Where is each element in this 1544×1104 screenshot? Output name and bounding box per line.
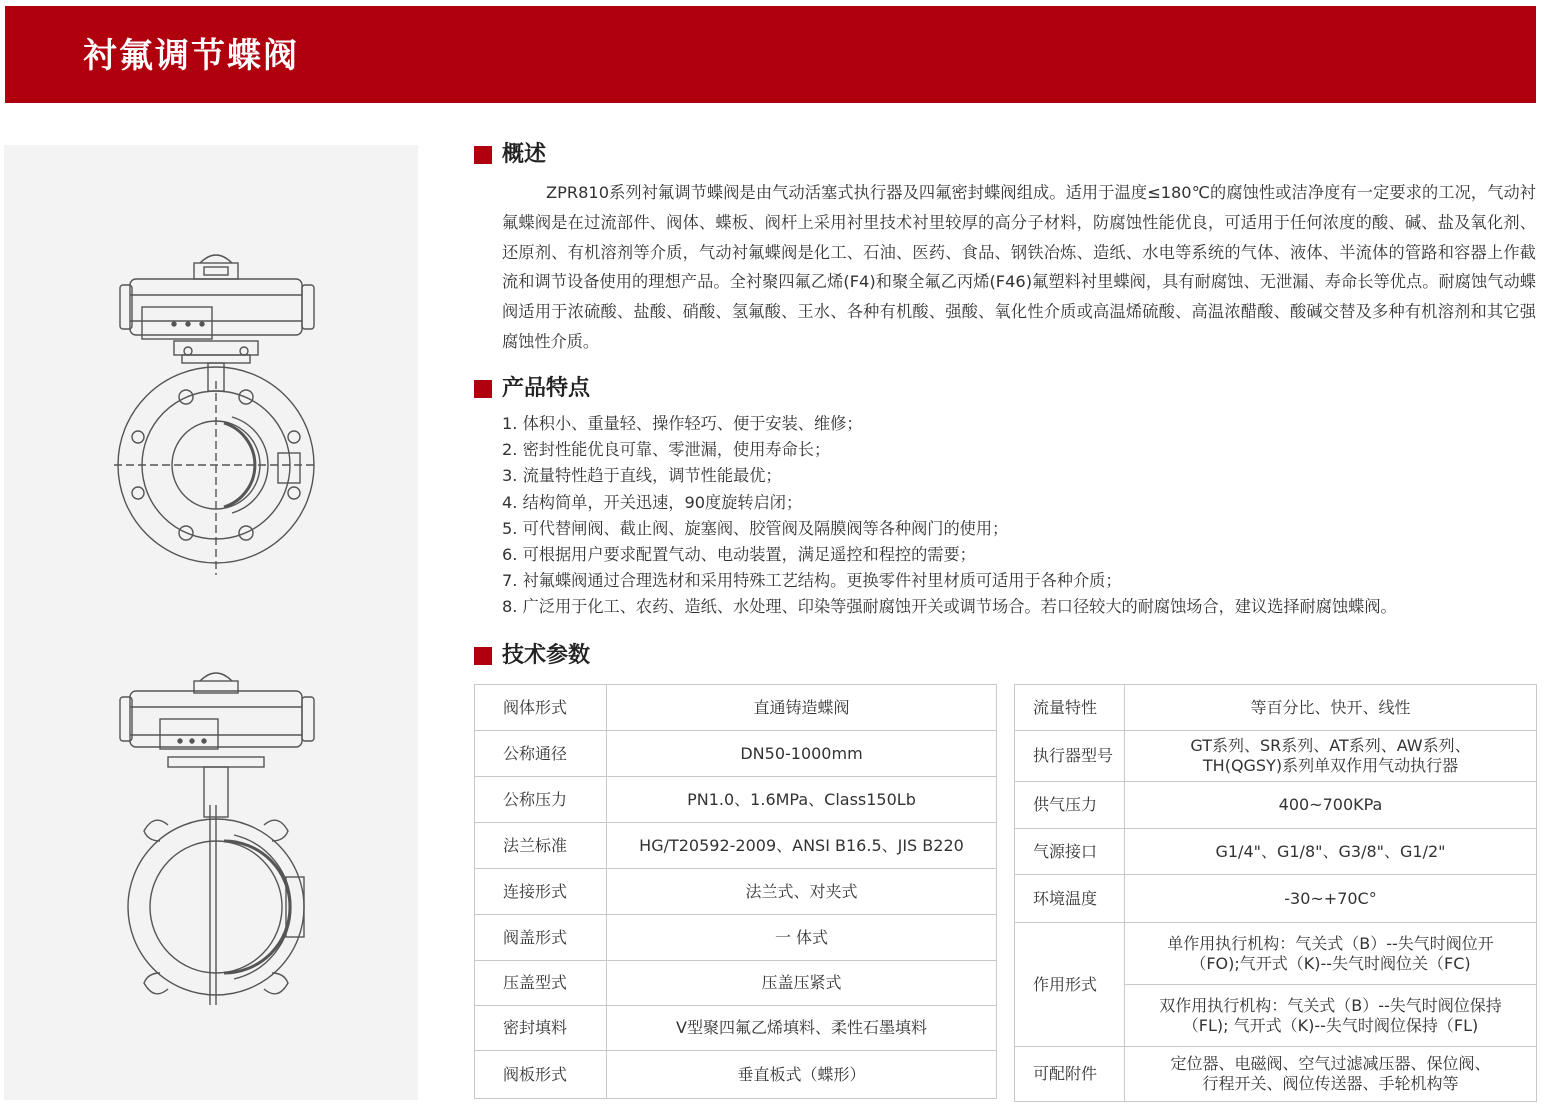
table-row bbox=[1015, 731, 1537, 782]
spec-label: 供气压力 bbox=[1015, 782, 1125, 829]
spec-label: 可配附件 bbox=[1015, 1047, 1125, 1102]
spec-value: 等百分比、快开、线性 bbox=[1125, 685, 1537, 731]
spec-label: 流量特性 bbox=[1015, 685, 1125, 731]
table-row bbox=[1015, 923, 1537, 985]
spec-value: 一 体式 bbox=[607, 915, 997, 961]
flanged-valve-drawing bbox=[114, 255, 318, 575]
list-item: 6. 可根据用户要求配置气动、电动装置，满足遥控和程控的需要； bbox=[502, 545, 976, 565]
overview-text: ZPR810系列衬氟调节蝶阀是由气动活塞式执行器及四氟密封蝶阀组成。适用于温度≤180℃的腐蚀性或洁净度有一定要求的工况，气动衬氟蝶阀是在过流部件、阀体、蝶板、阀杆上采用衬里技术衬里较厚的高分子材料，防腐蚀性能优良，可适用于任何浓度的酸、碱、盐及氧化剂、还原剂、有机溶剂等介质，气动衬氟蝶阀是化工、石油、医药、食品、钢铁冶炼、造纸、水电等系统的气体、液体、半流体的管路和容器上作截流和调节设备使用的理想产品。全衬聚四氟乙烯(F4)和聚全氟乙丙烯(F46)氟塑料衬里蝶阀，具有耐腐蚀、无泄漏、寿命长等优点。耐腐蚀气动蝶阀适用于浓硫酸、盐酸、硝酸、氢氟酸、王水、各种有机酸、强酸、氧化性介质或高温烯硫酸、高温浓醋酸、酸碱交替及多种有机溶剂和其它强腐蚀性介质。 bbox=[502, 183, 1536, 351]
valve-drawing-panel bbox=[4, 145, 418, 1100]
list-item: 3. 流量特性趋于直线，调节性能最优； bbox=[502, 466, 782, 486]
spec-value: 压盖压紧式 bbox=[607, 961, 997, 1006]
spec-label: 连接形式 bbox=[475, 869, 607, 915]
table-row bbox=[475, 1051, 997, 1099]
list-item: 8. 广泛用于化工、农药、造纸、水处理、印染等强耐腐蚀开关或调节场合。若口径较大的耐腐蚀场合，建议选择耐腐蚀蝶阀。 bbox=[502, 597, 1397, 617]
spec-label: 环境温度 bbox=[1015, 875, 1125, 923]
spec-value bbox=[1125, 923, 1537, 985]
spec-value: 400~700KPa bbox=[1125, 782, 1537, 829]
table-row bbox=[1015, 875, 1537, 923]
spec-value-line: （FL); 气开式（K)--失气时阀位保持（FL) bbox=[1182, 1015, 1479, 1035]
header-banner bbox=[5, 6, 1536, 103]
spec-value-line: GT系列、SR系列、AT系列、AW系列、 bbox=[1190, 736, 1471, 755]
table-row bbox=[1015, 1047, 1537, 1102]
spec-value: -30~+70C° bbox=[1125, 875, 1537, 923]
spec-label: 密封填料 bbox=[475, 1006, 607, 1051]
table-row bbox=[1015, 782, 1537, 829]
spec-value: 垂直板式（蝶形） bbox=[607, 1051, 997, 1099]
table-row bbox=[475, 1006, 997, 1051]
table-row bbox=[475, 961, 997, 1006]
table-row bbox=[475, 777, 997, 823]
table-row bbox=[475, 869, 997, 915]
list-item: 1. 体积小、重量轻、操作轻巧、便于安装、维修； bbox=[502, 414, 863, 433]
list-item: 5. 可代替闸阀、截止阀、旋塞阀、胶管阀及隔膜阀等各种阀门的使用； bbox=[502, 518, 1009, 538]
table-row bbox=[1015, 829, 1537, 875]
spec-label: 公称压力 bbox=[475, 777, 607, 823]
spec-value: 直通铸造蝶阀 bbox=[607, 685, 997, 731]
section-marker-icon bbox=[474, 146, 492, 164]
spec-value bbox=[1125, 731, 1537, 782]
spec-value bbox=[1125, 985, 1537, 1047]
section-title: 概述 bbox=[502, 142, 547, 167]
section-overview-heading bbox=[474, 140, 546, 170]
spec-table-right bbox=[1014, 684, 1537, 1102]
section-marker-icon bbox=[474, 380, 492, 398]
table-row bbox=[475, 685, 997, 731]
spec-value: HG/T20592-2009、ANSI B16.5、JIS B220 bbox=[607, 823, 997, 869]
wafer-valve-drawing bbox=[120, 673, 314, 1005]
spec-value: V型聚四氟乙烯填料、柔性石墨填料 bbox=[607, 1006, 997, 1051]
spec-value-line: TH(QGSY)系列单双作用气动执行器 bbox=[1202, 756, 1459, 775]
spec-label: 阀盖形式 bbox=[475, 915, 607, 961]
valve-technical-drawing bbox=[4, 145, 418, 1100]
section-title: 技术参数 bbox=[502, 643, 591, 668]
spec-label: 法兰标准 bbox=[475, 823, 607, 869]
page-title: 衬氟调节蝶阀 bbox=[83, 36, 299, 76]
spec-value-line: 定位器、电磁阀、空气过滤减压器、保位阀、 bbox=[1170, 1054, 1491, 1073]
section-features-heading bbox=[474, 374, 590, 404]
spec-label: 气源接口 bbox=[1015, 829, 1125, 875]
section-specs-heading bbox=[474, 641, 590, 671]
spec-label: 阀板形式 bbox=[475, 1051, 607, 1099]
spec-table-left bbox=[474, 684, 997, 1099]
spec-value: DN50-1000mm bbox=[607, 731, 997, 777]
list-item: 2. 密封性能优良可靠、零泄漏，使用寿命长； bbox=[502, 440, 831, 460]
section-marker-icon bbox=[474, 647, 492, 665]
spec-value bbox=[1125, 1047, 1537, 1102]
spec-label: 压盖型式 bbox=[475, 961, 607, 1006]
list-item: 4. 结构简单，开关迅速，90度旋转启闭； bbox=[502, 492, 803, 512]
spec-value: PN1.0、1.6MPa、Class150Lb bbox=[607, 777, 997, 823]
spec-value-line: 单作用执行机构：气关式（B）--失气时阀位开 bbox=[1167, 933, 1494, 953]
spec-label: 作用形式 bbox=[1015, 923, 1125, 1047]
spec-value-line: 双作用执行机构：气关式（B）--失气时阀位保持 bbox=[1159, 995, 1502, 1015]
spec-label: 公称通径 bbox=[475, 731, 607, 777]
features-list bbox=[502, 411, 1536, 621]
spec-value: G1/4"、G1/8"、G3/8"、G1/2" bbox=[1125, 829, 1537, 875]
spec-label: 阀体形式 bbox=[475, 685, 607, 731]
table-row bbox=[475, 823, 997, 869]
table-row bbox=[1015, 685, 1537, 731]
table-row bbox=[475, 731, 997, 777]
spec-value-line: 行程开关、阀位传送器、手轮机构等 bbox=[1202, 1074, 1459, 1093]
section-title: 产品特点 bbox=[502, 376, 591, 401]
spec-value: 法兰式、对夹式 bbox=[607, 869, 997, 915]
spec-label: 执行器型号 bbox=[1015, 731, 1125, 782]
table-row bbox=[475, 915, 997, 961]
spec-value-line: （FO);气开式（K)--失气时阀位关（FC) bbox=[1190, 953, 1471, 973]
list-item: 7. 衬氟蝶阀通过合理选材和采用特殊工艺结构。更换零件衬里材质可适用于各种介质； bbox=[502, 571, 1122, 591]
